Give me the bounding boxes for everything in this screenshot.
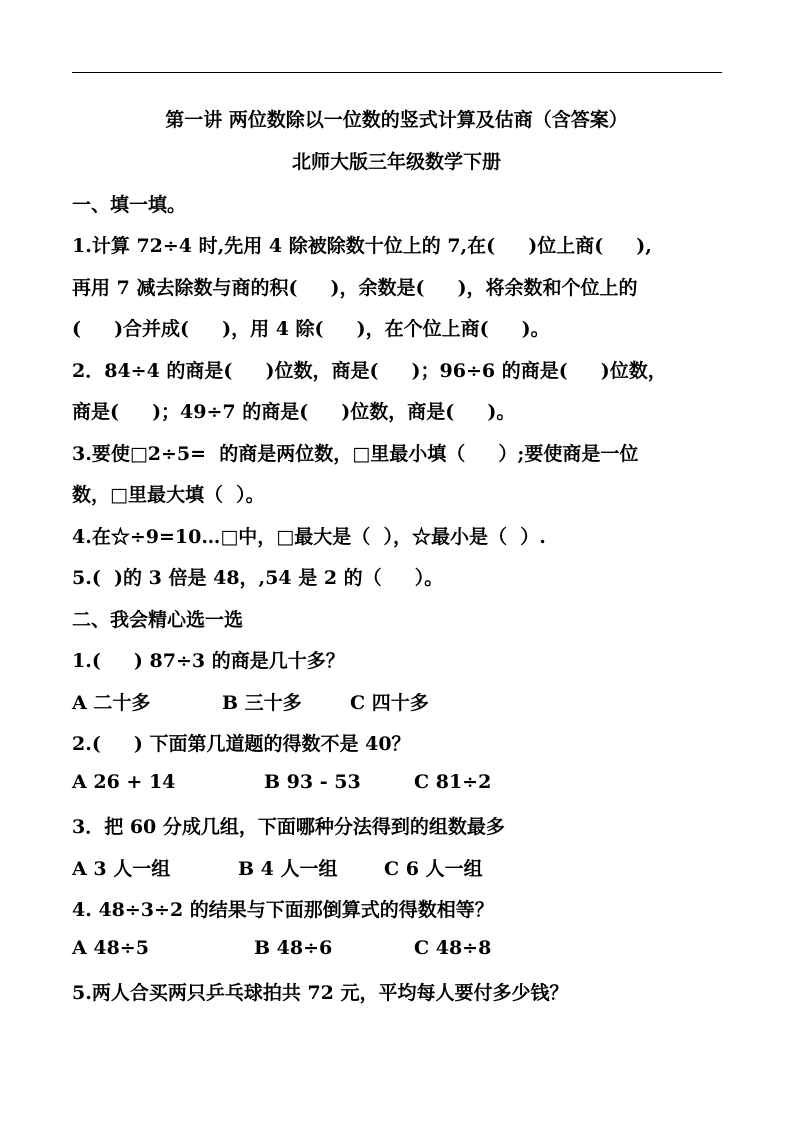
choice-q3-option-a: A 3 人一组	[72, 858, 171, 880]
page-title: 第一讲 两位数除以一位数的竖式计算及估商（含答案）	[165, 109, 628, 131]
page-subtitle: 北师大版三年级数学下册	[291, 151, 501, 173]
choice-q3-option-b: B 4 人一组	[238, 858, 338, 880]
fill-q4: 4.在☆÷9=10…□中，□最大是（ ），☆最小是（ ）.	[72, 526, 546, 548]
choice-q5-stem: 5.两人合买两只乒乓球拍共 72 元，平均每人要付多少钱？	[72, 982, 569, 1004]
choice-q4-option-a: A 48÷5	[72, 937, 149, 959]
choice-q1-stem: 1.( ) 87÷3 的商是几十多？	[72, 650, 345, 672]
fill-q1-line3: ( )合并成( )，用 4 除( )，在个位上商( )。	[72, 318, 550, 340]
choice-q4-stem: 4. 48÷3÷2 的结果与下面那倒算式的得数相等？	[72, 899, 494, 921]
choice-q1-option-b: B 三十多	[222, 692, 302, 714]
header-rule	[72, 72, 722, 73]
choice-q1-option-c: C 四十多	[350, 692, 429, 714]
choice-q3-stem: 3．把 60 分成几组，下面哪种分法得到的组数最多	[72, 816, 505, 838]
choice-q3-option-c: C 6 人一组	[384, 858, 483, 880]
fill-q3-line1: 3.要使□2÷5= 的商是两位数，□里最小填（ ）;要使商是一位	[72, 443, 639, 465]
choice-q4-option-c: C 48÷8	[414, 937, 492, 959]
fill-q5: 5.( )的 3 倍是 48，,54 是 2 的（ ）。	[72, 567, 444, 589]
fill-q1-line1: 1.计算 72÷4 时,先用 4 除被除数十位上的 7,在( )位上商( ),	[72, 235, 652, 257]
choice-q2-option-c: C 81÷2	[414, 771, 492, 793]
fill-q1-line2: 再用 7 减去除数与商的积( )，余数是( )，将余数和个位上的	[72, 277, 638, 299]
choice-q4-option-b: B 48÷6	[254, 937, 333, 959]
choice-q2-stem: 2.( ) 下面第几道题的得数不是 40？	[72, 733, 411, 755]
fill-q3-line2: 数，□里最大填（ ）。	[72, 484, 265, 506]
choice-q1-option-a: A 二十多	[72, 692, 151, 714]
choice-q2-option-b: B 93 - 53	[264, 771, 361, 793]
section-heading-choice: 二、我会精心选一选	[72, 609, 244, 631]
section-heading-fill: 一、填一填。	[72, 194, 187, 216]
choice-q2-option-a: A 26 + 14	[72, 771, 176, 793]
fill-q2-line2: 商是( )；49÷7 的商是( )位数，商是( )。	[72, 401, 516, 423]
fill-q2-line1: 2．84÷4 的商是( )位数，商是( )；96÷6 的商是( )位数，	[72, 360, 667, 382]
